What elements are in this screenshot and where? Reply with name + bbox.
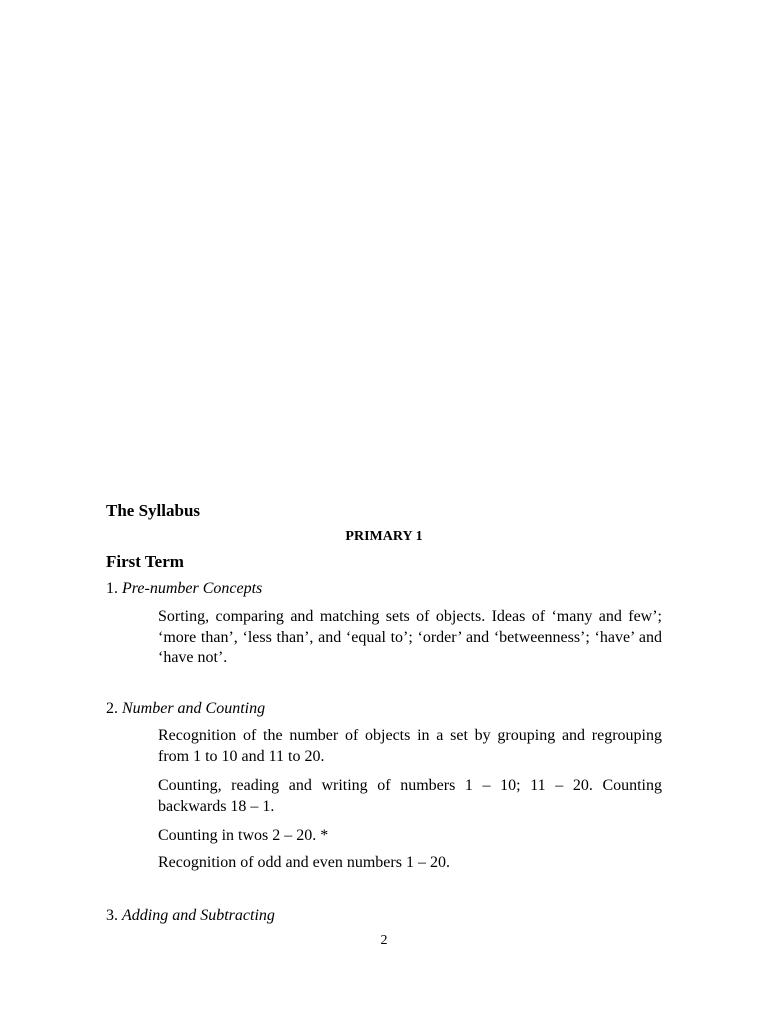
topic-2-paragraph-3: Counting in twos 2 – 20. * — [158, 827, 329, 844]
topic-name: Number and Counting — [122, 700, 266, 717]
topic-heading-1 — [106, 580, 262, 598]
topic-name: Pre-number Concepts — [122, 580, 263, 597]
document-title: The Syllabus — [106, 501, 201, 520]
topic-name: Adding and Subtracting — [122, 907, 275, 924]
topic-heading-3 — [106, 907, 275, 925]
topic-2-paragraph-4: Recognition of odd and even numbers 1 – 20. — [158, 854, 450, 871]
level-heading: PRIMARY 1 — [345, 529, 423, 544]
topic-2-paragraph-1: Recognition of the number of objects in a set by grouping and regrouping from 1 to 10 and 11 to 20. — [158, 727, 662, 765]
page-number: 2 — [380, 933, 388, 948]
term-heading: First Term — [106, 552, 184, 571]
topic-heading-2 — [106, 700, 265, 718]
topic-number: 1. — [106, 580, 118, 597]
topic-number: 2. — [106, 700, 118, 717]
topic-number: 3. — [106, 907, 118, 924]
topic-2-paragraph-2: Counting, reading and writing of numbers 1 – 10; 11 – 20. Counting backwards 18 – 1. — [158, 777, 662, 815]
topic-1-paragraph-1: Sorting, comparing and matching sets of objects. Ideas of ‘many and few’; ‘more than’, ‘less than’, and ‘equal to’; ‘order’ and ‘betweenness’; ‘have’ and ‘have not’. — [158, 608, 662, 666]
